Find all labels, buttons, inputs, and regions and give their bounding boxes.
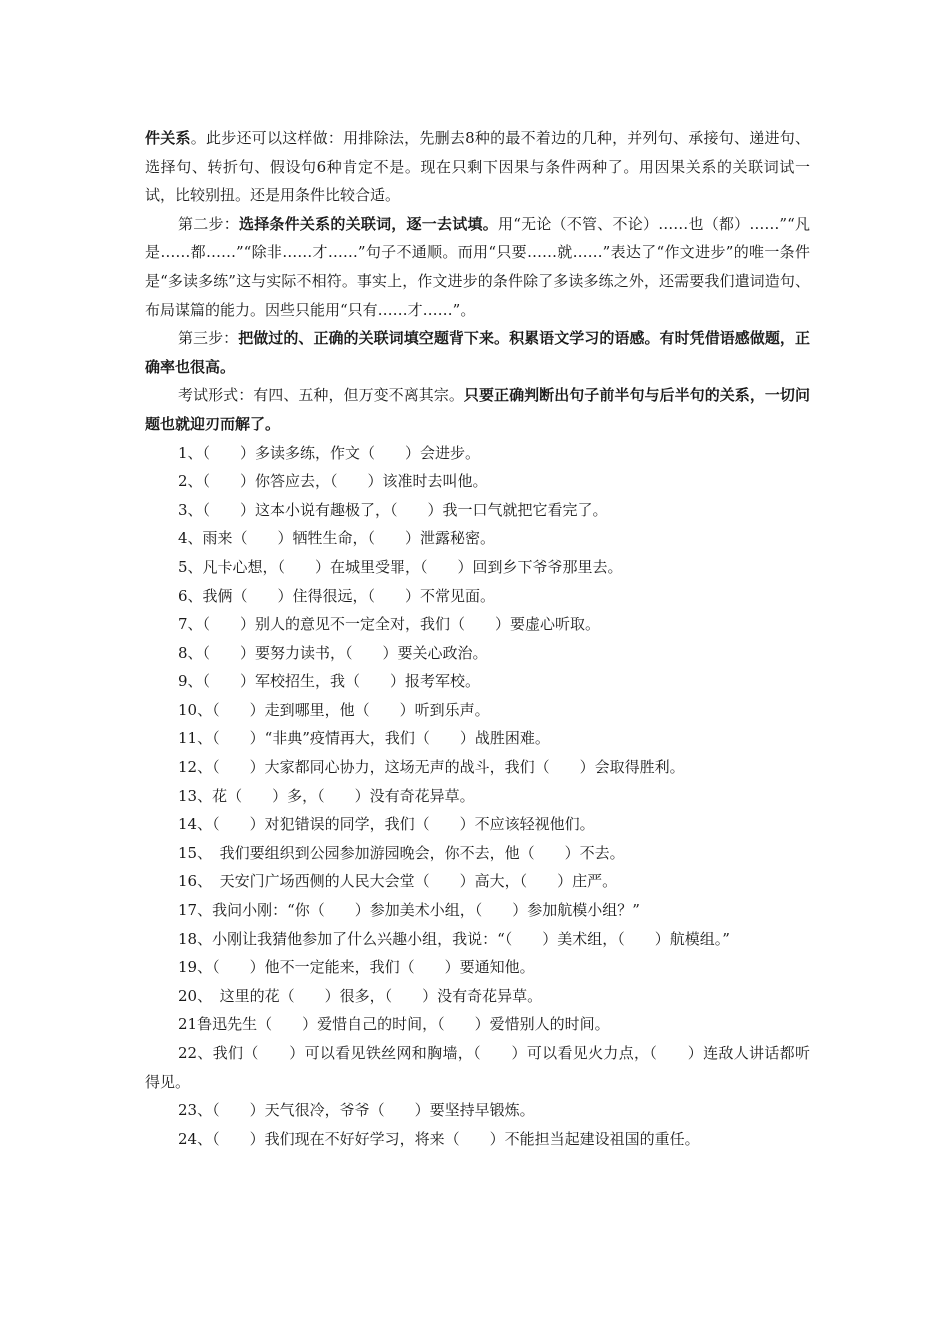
paragraph-step-three <box>145 324 810 381</box>
document-page <box>145 124 810 1153</box>
question-item: 10、（ ）走到哪里，他（ ）听到乐声。 <box>178 700 490 719</box>
question-item: 3、（ ）这本小说有趣极了，（ ）我一口气就把它看完了。 <box>178 500 608 519</box>
question-item: 7、（ ）别人的意见不一定全对，我们（ ）要虚心听取。 <box>178 615 601 634</box>
question-item: 1、（ ）多读多练，作文（ ）会进步。 <box>178 443 481 462</box>
question-item: 6、我俩（ ）住得很远，（ ）不常见面。 <box>178 586 496 605</box>
paragraph-text: 。此步还可以这样做：用排除法，先删去8种的最不着边的几种，并列句、承接句、递进句、选择句、转折句、假设句6种肯定不是。现在只剩下因果与条件两种了。用因果关系的关联词试一试，比较别扭。还是用条件比较合适。 <box>145 129 810 205</box>
question-item: 11、（ ）“非典”疫情再大，我们（ ）战胜困难。 <box>178 729 550 748</box>
question-item: 20、 这里的花（ ）很多，（ ）没有奇花异草。 <box>178 986 543 1005</box>
question-item: 21鲁迅先生（ ）爱惜自己的时间，（ ）爱惜别人的时间。 <box>178 1015 610 1034</box>
question-item: 12、（ ）大家都同心协力，这场无声的战斗，我们（ ）会取得胜利。 <box>178 758 685 777</box>
question-item: 18、小刚让我猜他参加了什么兴趣小组，我说：“（ ）美术组，（ ）航模组。” <box>178 929 730 948</box>
step-label: 第三步： <box>178 329 239 348</box>
question-item: 2、（ ）你答应去，（ ）该准时去叫他。 <box>178 472 488 491</box>
paragraph-text: 考试形式：有四、五种，但万变不离其宗。 <box>178 386 464 405</box>
bold-text: 选择条件关系的关联词，逐一去试填。 <box>238 214 498 233</box>
question-item: 4、雨来（ ）牺牲生命，（ ）泄露秘密。 <box>178 529 496 548</box>
question-item: 19、（ ）他不一定能来，我们（ ）要通知他。 <box>178 958 535 977</box>
question-item: 23、（ ）天气很冷，爷爷（ ）要坚持早锻炼。 <box>178 1101 535 1120</box>
question-item: 15、 我们要组织到公园参加游园晚会，你不去，他（ ）不去。 <box>178 843 625 862</box>
question-item: 13、花（ ）多，（ ）没有奇花异草。 <box>178 786 475 805</box>
question-item: 17、我问小刚：“你（ ）参加美术小组，（ ）参加航模小组？” <box>178 901 640 920</box>
paragraph-exam-form <box>145 381 810 438</box>
step-label: 第二步： <box>178 214 239 233</box>
bold-text: 只要正确判断出句子前半句与后半句的关系，一切问题也就迎刃而解了。 <box>145 386 810 433</box>
question-item: 22、我们（ ）可以看见铁丝网和胸墙，（ ）可以看见火力点，（ ）连敌人讲话都听得见。 <box>145 1044 810 1091</box>
paragraph-text: 用“无论（不管、不论）……也（都）……”“凡是……都……”“除非……才……”句子不通顺。而用“只要……就……”表达了“作文进步”的唯一条件是“多读多练”这与实际不相符。事实上，作文进步的条件除了多读多练之外，还需要我们遣词造句、布局谋篇的能力。因些只能用“只有……才……”。 <box>145 214 810 319</box>
question-item: 5、凡卡心想，（ ）在城里受罪，（ ）回到乡下爷爷那里去。 <box>178 557 623 576</box>
paragraph-step-one-end <box>145 124 810 210</box>
question-item: 9、（ ）军校招生，我（ ）报考军校。 <box>178 672 481 691</box>
bold-text: 件关系 <box>145 129 191 147</box>
question-item: 24、（ ）我们现在不好好学习，将来（ ）不能担当起建设祖国的重任。 <box>178 1129 700 1148</box>
question-item: 14、（ ）对犯错误的同学，我们（ ）不应该轻视他们。 <box>178 815 595 834</box>
question-item: 16、 天安门广场西侧的人民大会堂（ ）高大，（ ）庄严。 <box>178 872 618 891</box>
question-item: 8、（ ）要努力读书，（ ）要关心政治。 <box>178 643 488 662</box>
paragraph-step-two <box>145 210 810 324</box>
bold-text: 把做过的、正确的关联词填空题背下来。积累语文学习的语感。有时凭借语感做题，正确率也很高。 <box>145 329 810 376</box>
